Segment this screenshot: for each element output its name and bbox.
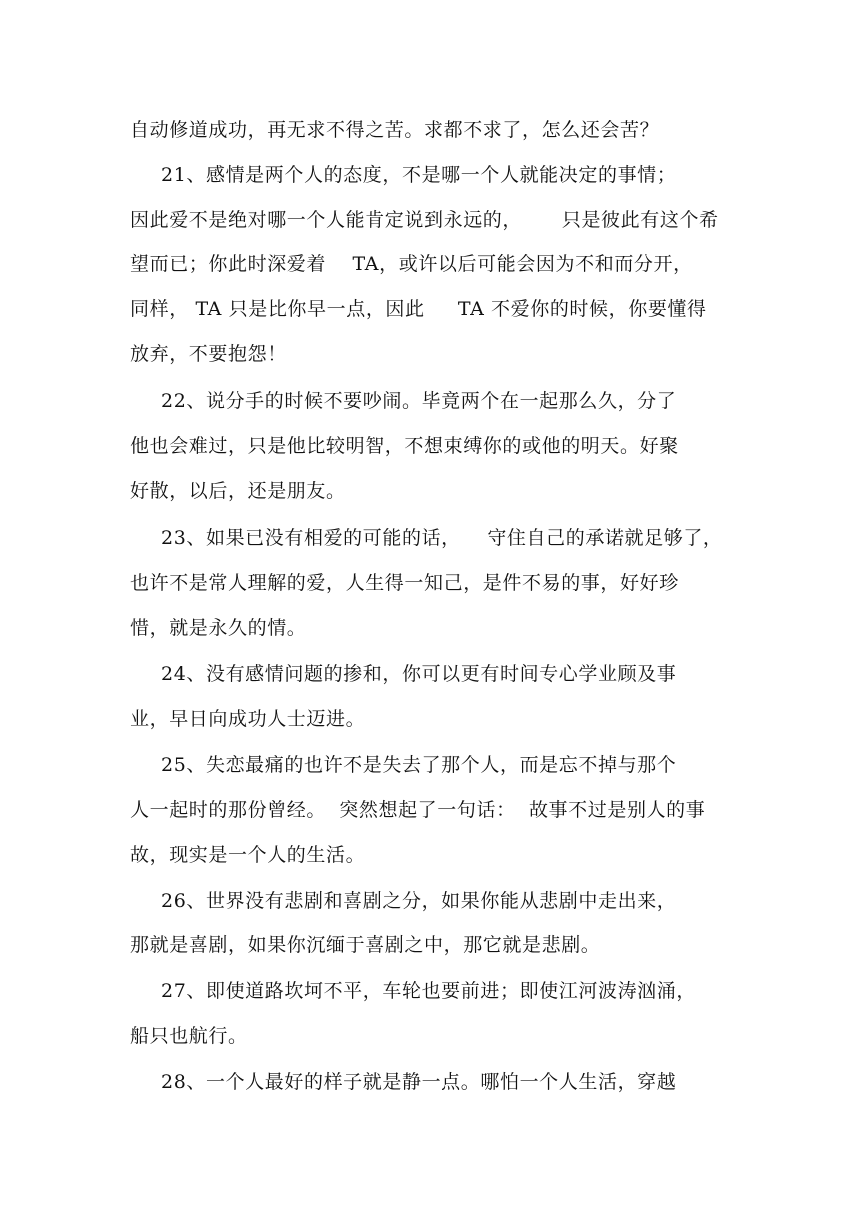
text-line-7: 22、说分手的时候不要吵闹。毕竟两个在一起那么久，分了 (161, 390, 677, 412)
text-line-1: 自动修道成功，再无求不得之苦。求都不求了，怎么还会苦？ (130, 119, 660, 141)
text-line-5: 同样， TA 只是比你早一点，因此 TA 不爱你的时候，你要懂得 (130, 298, 707, 320)
text-line-13: 24、没有感情问题的掺和，你可以更有时间专心学业顾及事 (161, 663, 677, 685)
text-line-20: 27、即使道路坎坷不平，车轮也要前进；即使江河波涛汹涌， (161, 980, 696, 1002)
text-line-18: 26、世界没有悲剧和喜剧之分，如果你能从悲剧中走出来， (161, 890, 677, 912)
text-line-15: 25、失恋最痛的也许不是失去了那个人，而是忘不掉与那个 (161, 754, 677, 776)
text-line-8: 他也会难过，只是他比较明智，不想束缚你的或他的明天。好聚 (130, 435, 679, 457)
text-line-17: 故，现实是一个人的生活。 (130, 844, 366, 866)
text-line-3: 因此爱不是绝对哪一个人能肯定说到永远的， 只是彼此有这个希 (130, 209, 719, 231)
text-line-16: 人一起时的那份曾经。 突然想起了一句话： 故事不过是别人的事 (130, 799, 706, 821)
text-line-9: 好散，以后，还是朋友。 (130, 480, 346, 502)
text-line-19: 那就是喜剧，如果你沉缅于喜剧之中，那它就是悲剧。 (130, 934, 601, 956)
text-line-14: 业，早日向成功人士迈进。 (130, 708, 366, 730)
text-line-12: 惜，就是永久的情。 (130, 617, 307, 639)
text-line-6: 放弃，不要抱怨！ (130, 343, 287, 365)
text-line-21: 船只也航行。 (130, 1025, 248, 1047)
text-line-10: 23、如果已没有相爱的可能的话， 守住自己的承诺就足够了， (161, 527, 723, 549)
text-line-2: 21、感情是两个人的态度，不是哪一个人就能决定的事情； (161, 164, 677, 186)
text-line-22: 28、一个人最好的样子就是静一点。哪怕一个人生活，穿越 (161, 1071, 677, 1093)
text-line-4: 望而已；你此时深爱着 TA，或许以后可能会因为不和而分开， (130, 253, 693, 275)
text-line-11: 也许不是常人理解的爱，人生得一知己，是件不易的事，好好珍 (130, 572, 679, 594)
